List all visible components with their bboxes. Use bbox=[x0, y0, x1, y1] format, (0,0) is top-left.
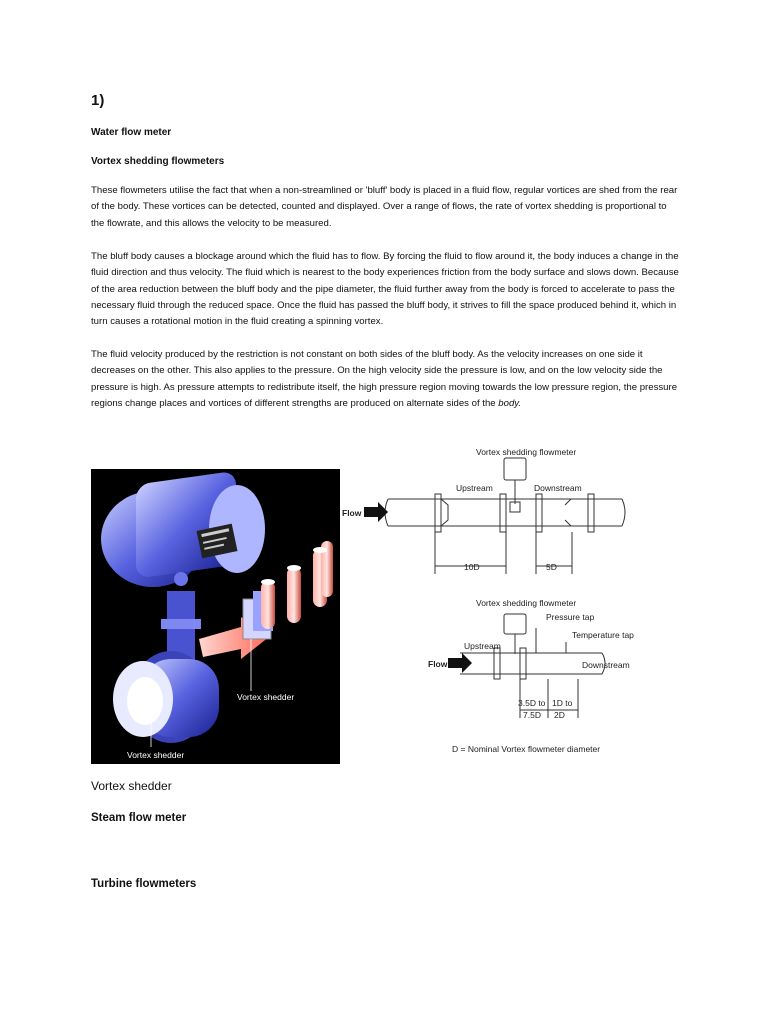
diagram-dim-5d: 5D bbox=[546, 562, 557, 572]
subheading-water-flow-meter: Water flow meter bbox=[91, 127, 172, 138]
heading-turbine-flowmeters: Turbine flowmeters bbox=[91, 878, 197, 890]
paragraph-intro: These flowmeters utilise the fact that when a non-streamlined or 'bluff' body is placed in a fluid flow, regular vortices are shed from the rear of the body. These vortices can be detected, counted and displayed. Over a range of flows, the rate of vortex shedding is proportional to the flowrate, and this allows the velocity to be measured. bbox=[91, 185, 678, 229]
subheading-vortex-shedding: Vortex shedding flowmeters bbox=[91, 156, 225, 167]
section-number: 1) bbox=[91, 92, 105, 109]
diagram-temperature-tap: Temperature tap bbox=[572, 630, 634, 640]
diagram-dim-10d: 10D bbox=[464, 562, 480, 572]
diagram-top-downstream: Downstream bbox=[534, 483, 582, 493]
diagram-dim-b-line1: 1D to bbox=[552, 698, 573, 708]
installation-diagram-svg bbox=[340, 442, 640, 760]
diagram-legend: D = Nominal Vortex flowmeter diameter bbox=[452, 744, 601, 754]
diagram-top-flow: Flow bbox=[342, 508, 362, 518]
heading-steam-flow-meter: Steam flow meter bbox=[91, 812, 187, 824]
diagram-pressure-tap: Pressure tap bbox=[546, 612, 595, 622]
diagram-dim-b-line2: 2D bbox=[554, 710, 565, 720]
paragraph-bluff-body: The bluff body causes a blockage around which the fluid has to flow. By forcing the fluid to flow around it, the body induces a change in the fluid direction and thus velocity. The fluid which is nearest to the body experiences friction from the body surface and slows down. Because of the area reduction between the bluff body and the pipe diameter, the fluid further away from the body is forced to accelerate to pass the necessary fluid through the reduced space. Once the fluid has passed the bluff body, it strives to fill the space produced behind it, which in turn causes a rotational motion in the fluid creating a spinning vortex. bbox=[91, 251, 679, 328]
photo-label-bottom: Vortex shedder bbox=[127, 750, 185, 760]
installation-diagram bbox=[340, 442, 640, 760]
diagram-bottom-upstream: Upstream bbox=[464, 641, 501, 651]
paragraph-velocity-italic: body. bbox=[498, 397, 522, 409]
photo-label-vortex-shedder: Vortex shedder bbox=[237, 692, 295, 702]
paragraph-velocity bbox=[91, 347, 679, 412]
diagram-dim-a-line2: 7.5D bbox=[523, 710, 541, 720]
vortex-flowmeter-photo bbox=[91, 469, 340, 764]
diagram-top-title: Vortex shedding flowmeter bbox=[476, 447, 577, 457]
vortex-flowmeter-illustration bbox=[91, 469, 340, 764]
diagram-top-upstream: Upstream bbox=[456, 483, 493, 493]
diagram-bottom-title: Vortex shedding flowmeter bbox=[476, 598, 577, 608]
paragraph-velocity-text: The fluid velocity produced by the restriction is not constant on both sides of the bluff body. As the velocity increases on one side it decreases on the other. This also applies to the pressure. On the high velocity side the pressure is low, and on the low velocity side the pressure is high. As pressure attempts to redistribute itself, the high pressure region moving towards the low pressure region, the pressure regions change places and vortices of different strengths are produced on alternate sides of the bbox=[91, 349, 678, 409]
diagram-dim-a-line1: 3.5D to bbox=[518, 698, 546, 708]
diagram-bottom-downstream: Downstream bbox=[582, 660, 630, 670]
caption-vortex-shedder: Vortex shedder bbox=[91, 779, 172, 793]
diagram-bottom-flow: Flow bbox=[428, 659, 448, 669]
